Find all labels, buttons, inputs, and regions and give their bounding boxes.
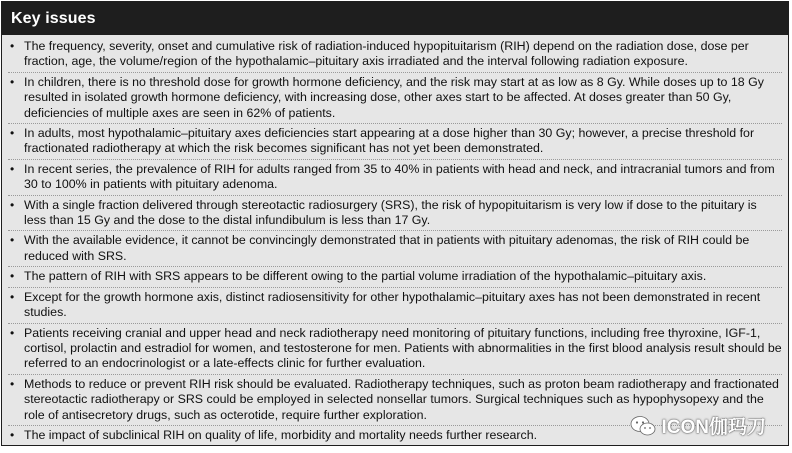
list-item-text: Patients receiving cranial and upper head and neck radiotherapy need monitoring of pituitary functions, including free thyroxine, IGF-1, cortisol, prolactin and estradiol for women, and testosterone for men. Patients with abnormalities in the first blood analysis result should be referred to an endocrinologist or a late-effects clinic for further evaluation.	[24, 325, 782, 371]
list-item	[8, 196, 782, 232]
key-issues-header	[2, 2, 788, 35]
list-item-text: The pattern of RIH with SRS appears to be different owing to the partial volume irradiation of the hypothalamic–pituitary axis.	[24, 269, 707, 284]
list-item-text: The frequency, severity, onset and cumulative risk of radiation-induced hypopituitarism (RIH) depend on the radiation dose, dose per fraction, age, the volume/region of the hypothalamic–pituitary axis irradiated and the interval following radiation exposure.	[24, 39, 749, 69]
list-item	[8, 324, 782, 375]
key-issues-list	[2, 35, 788, 445]
bullet-icon: •	[10, 376, 15, 391]
list-item	[8, 267, 782, 287]
key-issues-box	[1, 1, 789, 446]
bullet-icon: •	[10, 197, 15, 212]
bullet-icon: •	[10, 289, 15, 304]
watermark	[630, 412, 766, 439]
bullet-icon: •	[10, 233, 15, 248]
list-item-text: In adults, most hypothalamic–pituitary axes deficiencies start appearing at a dose higher than 30 Gy; however, a precise threshold for fractionated radiotherapy at which the risk becomes significant has not yet been demonstrated.	[24, 126, 755, 156]
list-item	[8, 73, 782, 124]
list-item	[8, 124, 782, 160]
list-item-text: Except for the growth hormone axis, distinct radiosensitivity for other hypothalamic–pituitary axes has not been demonstrated in recent studies.	[24, 289, 761, 320]
bullet-icon: •	[10, 39, 15, 53]
bullet-icon: •	[10, 325, 15, 340]
list-item	[8, 288, 782, 324]
watermark-text: ICON伽玛刀	[661, 417, 766, 438]
list-item-text: With a single fraction delivered through stereotactic radiosurgery (SRS), the risk of hypopituitarism is very low if dose to the pituitary is less than 15 Gy and the dose to the distal infundibulum is less than 17 Gy.	[24, 197, 757, 228]
key-issues-title: Key issues	[11, 9, 96, 27]
bullet-icon: •	[10, 427, 15, 442]
bullet-icon: •	[10, 126, 15, 141]
list-item-text: In recent series, the prevalence of RIH for adults ranged from 35 to 40% in patients with head and neck, and intracranial tumors and from 30 to 100% in patients with pituitary adenoma.	[24, 161, 775, 192]
list-item-text: Methods to reduce or prevent RIH risk should be evaluated. Radiotherapy techniques, such as proton beam radiotherapy and fractionated stereotactic radiotherapy or SRS could be employed in selected nonsellar tumors. Surgical techniques such as hypophysopexy and the role of antisecretory drugs, such as octerotide, require further exploration.	[24, 376, 779, 422]
list-item	[8, 37, 782, 73]
list-item	[8, 231, 782, 267]
bullet-icon: •	[10, 269, 15, 284]
list-item-text: In children, there is no threshold dose for growth hormone deficiency, and the risk may start at as low as 8 Gy. While doses up to 18 Gy resulted in isolated growth hormone deficiency, with increasing dose, other axes start to be affected. At doses greater than 50 Gy, deficiencies of multiple axes are seen in 62% of patients.	[24, 74, 764, 120]
bullet-icon: •	[10, 161, 15, 176]
list-item-text: With the available evidence, it cannot be convincingly demonstrated that in patients with pituitary adenomas, the risk of RIH could be reduced with SRS.	[24, 233, 750, 263]
bullet-icon: •	[10, 74, 15, 89]
wechat-icon	[630, 415, 656, 437]
list-item-text: The impact of subclinical RIH on quality of life, morbidity and mortality needs further research.	[24, 427, 538, 442]
list-item	[8, 160, 782, 196]
